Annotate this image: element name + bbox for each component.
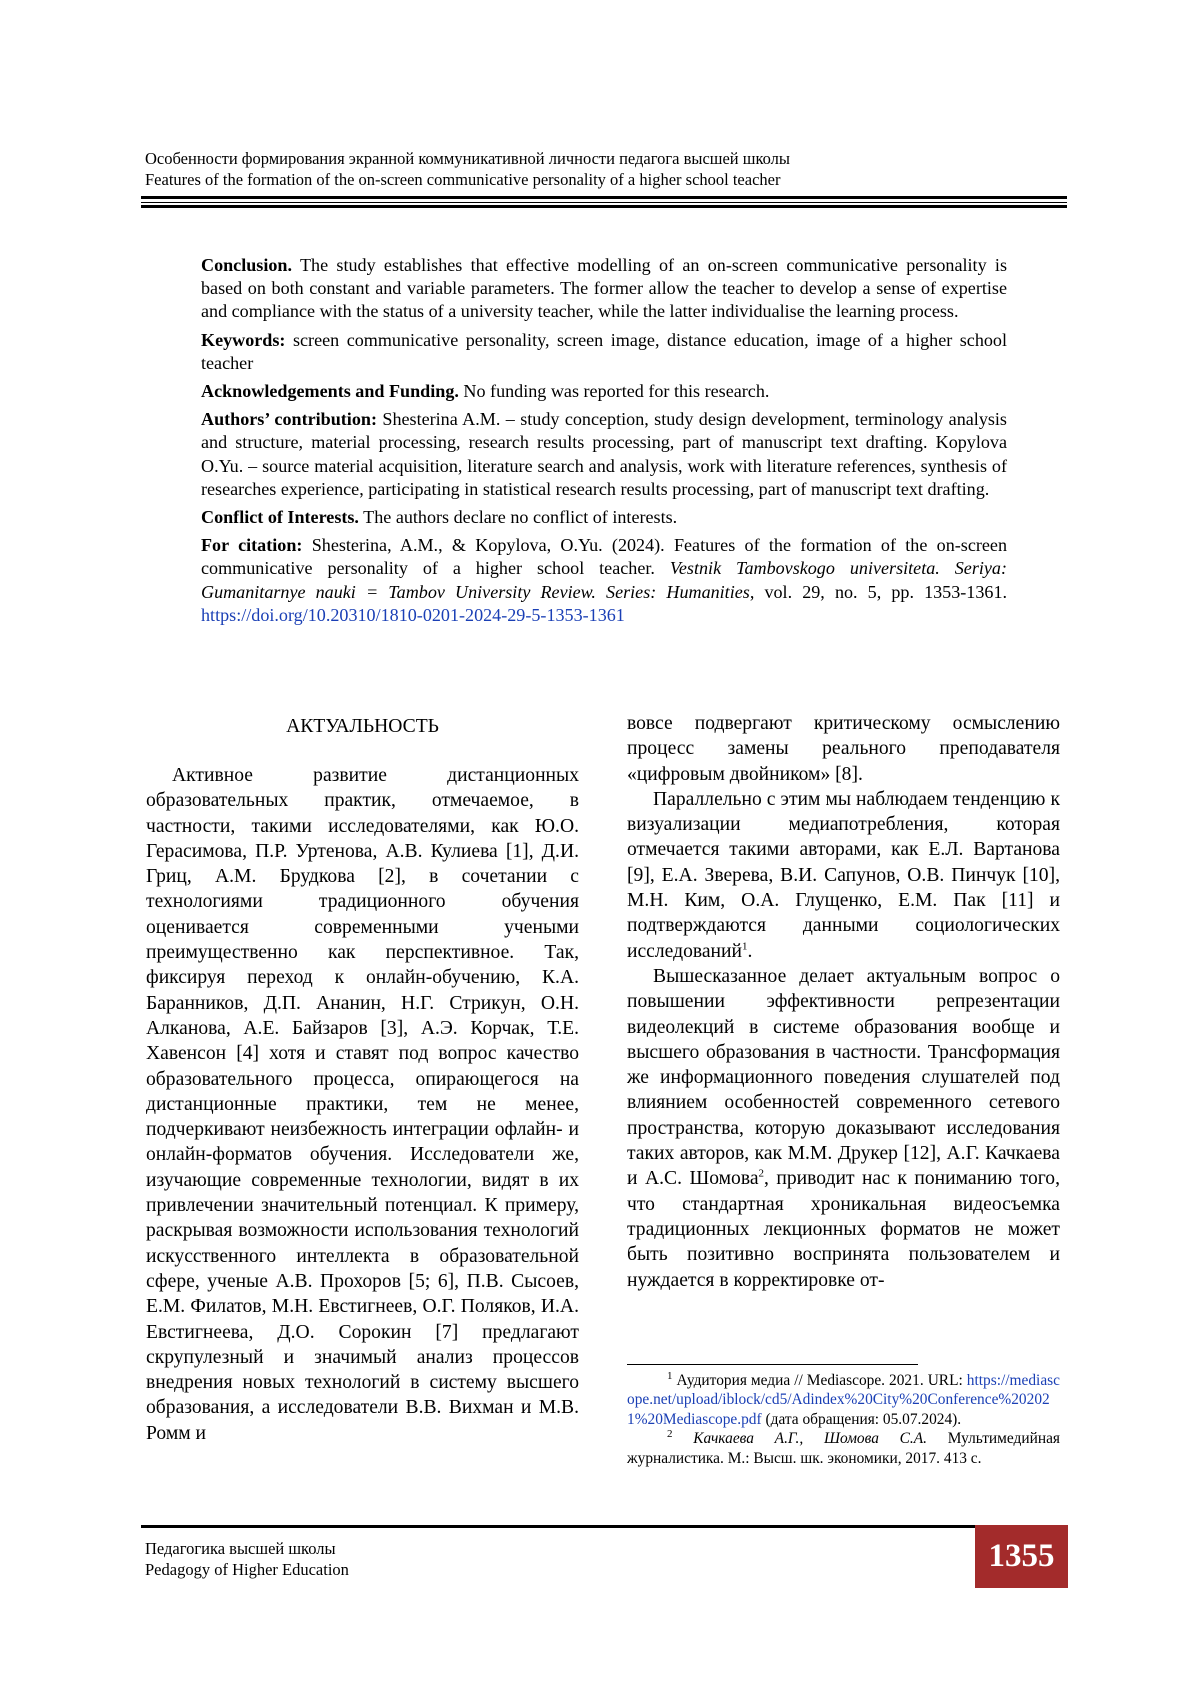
keywords-text: screen communicative personality, screen image, distance education, image of a higher school teacher [201, 329, 1008, 373]
footer-rule [141, 1525, 1067, 1528]
doi-link[interactable]: https://doi.org/10.20310/1810-0201-2024-29-5-1353-1361 [201, 604, 625, 625]
footnote-1 [627, 1371, 1060, 1429]
footnote-number: 2 [667, 1428, 673, 1441]
footnote-link[interactable]: https://mediascope.net/upload/iblock/cd5/Adindex%20City%20Conference%202021%20Mediascope.pdf [627, 1372, 1060, 1428]
conflict-text: The authors declare no conflict of interests. [363, 507, 678, 528]
body-text: Вышесказанное делает актуальным вопрос о повышении эффективности репрезентации видеолекций в системе образования вообще и высшего образования в частности. Трансформация же информационного поведения слушателей под влиянием особенностей современного сетевого пространства, которую доказывают исследования таких авторов, как М.М. Друкер [12], А.Г. Качкаева и А.С. Шомова [627, 965, 1060, 1190]
body-text: , приводит нас к пониманию того, что стандартная хроникальная видеосъемка традиционных лекционных форматов не может быть позитивно воспринята пользователем и нуждается в корректировке от- [627, 1168, 1060, 1291]
footnote-ref[interactable]: 1 [742, 940, 748, 953]
citation-volume: , vol. 29, no. 5, pp. 1353-1361. [749, 581, 1008, 602]
footnotes [627, 1371, 1060, 1468]
citation-text: Shesterina, A.M., & Kopylova, O.Yu. (2024). Features of the formation of the on-screen communicative personality of a higher school teacher. [201, 535, 1007, 579]
header-rule [141, 196, 1067, 208]
header-title-en: Features of the formation of the on-screen communicative personality of a higher school teacher [145, 170, 781, 189]
citation-journal: Vestnik Tambovskogo universiteta. Seriya: Gumanitarnye nauki = Tambov University Review. Series: Humanities [201, 558, 1007, 602]
citation-label: For citation: [201, 535, 303, 556]
body-paragraph [627, 787, 1060, 964]
footnote-authors: Качкаева А.Г., Шомова С.А. [693, 1430, 928, 1448]
footnote-number: 1 [667, 1369, 673, 1382]
right-column [627, 711, 1060, 1293]
footnote-rule [627, 1364, 918, 1365]
keywords-label: Keywords: [201, 329, 286, 350]
body-text: Параллельно с этим мы наблюдаем тенденцию к визуализации медиапотребления, которая отмечается такими авторами, как Е.Л. Вартанова [9], Е.А. Зверева, В.И. Сапунов, О.В. Пинчук [10], М.Н. Ким, О.А. Глущенко, Е.М. Пак [11] и подтверждаются данными социологических исследований [627, 788, 1060, 962]
header-title-ru: Особенности формирования экранной коммуникативной личности педагога высшей школы [145, 149, 790, 168]
footnote-2 [627, 1429, 1060, 1468]
conclusion-text: The study establishes that effective modelling of an on-screen communicative personality is based on both constant and variable parameters. The former allow the teacher to develop a sense of expertise and compliance with the status of a university teacher, while the latter individualise the learning process. [201, 255, 1007, 322]
section-title: АКТУАЛЬНОСТЬ [286, 716, 439, 737]
left-column [146, 763, 579, 1446]
footer-journal-ru: Педагогика высшей школы [145, 1539, 336, 1558]
running-header [145, 148, 1065, 190]
contribution-label: Authors’ contribution: [201, 409, 377, 430]
footnote-text: Аудитория медиа // Mediascope. 2021. URL: [676, 1372, 963, 1389]
keywords-paragraph [201, 329, 1007, 375]
funding-label: Acknowledgements and Funding. [201, 381, 459, 402]
conflict-label: Conflict of Interests. [201, 507, 359, 528]
abstract-block [201, 254, 1007, 632]
conflict-paragraph [201, 506, 1007, 529]
footer-journal [145, 1538, 349, 1580]
funding-paragraph [201, 380, 1007, 403]
body-paragraph: Активное развитие дистанционных образовательных практик, отмечаемое, в частности, такими исследователями, как Ю.О. Герасимова, П.Р. Уртенова, А.В. Кулиева [1], Д.И. Гриц, А.М. Брудкова [2], в сочетании с технологиями традиционного обучения оценивается современными учеными преимущественно как перспективное. Так, фиксируя переход к онлайн-обучению, К.А. Баранников, Д.П. Ананин, Н.Г. Стрикун, О.Н. Алканова, А.Е. Байзаров [3], А.Э. Корчак, Т.Е. Хавенсон [4] хотя и ставят под вопрос качество образовательного процесса, опирающегося на дистанционные практики, тем не менее, подчеркивают неизбежность интеграции офлайн- и онлайн-форматов обучения. Исследователи же, изучающие современные технологии, видят в их привлечении значительный потенциал. К примеру, раскрывая возможности использования технологий искусственного интеллекта в образовательной сфере, ученые А.В. Прохоров [5; 6], П.В. Сысоев, Е.М. Филатов, М.Н. Евстигнеев, О.Г. Поляков, И.А. Евстигнеева, Д.О. Сорокин [7] предлагают скрупулезный и значимый анализ процессов внедрения новых технологий в систему высшего образования, а исследователи В.В. Вихман и М.В. Ромм и [146, 765, 579, 1444]
footer-journal-en: Pedagogy of Higher Education [145, 1560, 349, 1579]
conclusion-label: Conclusion. [201, 255, 292, 275]
funding-text: No funding was reported for this research. [463, 381, 770, 402]
body-paragraph [627, 964, 1060, 1293]
footnote-text: (дата обращения: 05.07.2024). [765, 1410, 962, 1428]
citation-paragraph [201, 534, 1007, 627]
conclusion-paragraph [201, 254, 1007, 324]
footnote-ref[interactable]: 2 [758, 1167, 765, 1180]
body-paragraph: вовсе подвергают критическому осмыслению процесс замены реального преподавателя «цифровым двойником» [8]. [627, 713, 1060, 785]
contribution-text: Shesterina A.M. – study conception, study design development, terminology analysis and structure, material processing, research results processing, part of manuscript text drafting. Kopylova O.Yu. – source material acquisition, literature search and analysis, work with literature references, synthesis of researches experience, participating in statistical research results processing, part of manuscript text drafting. [201, 409, 1007, 499]
body-text: . [747, 940, 753, 962]
page-number: 1355 [975, 1525, 1068, 1588]
footnote-text: Мультимедийная журналистика. М.: Высш. шк. экономики, 2017. 413 с. [627, 1430, 1060, 1467]
contribution-paragraph [201, 408, 1007, 501]
